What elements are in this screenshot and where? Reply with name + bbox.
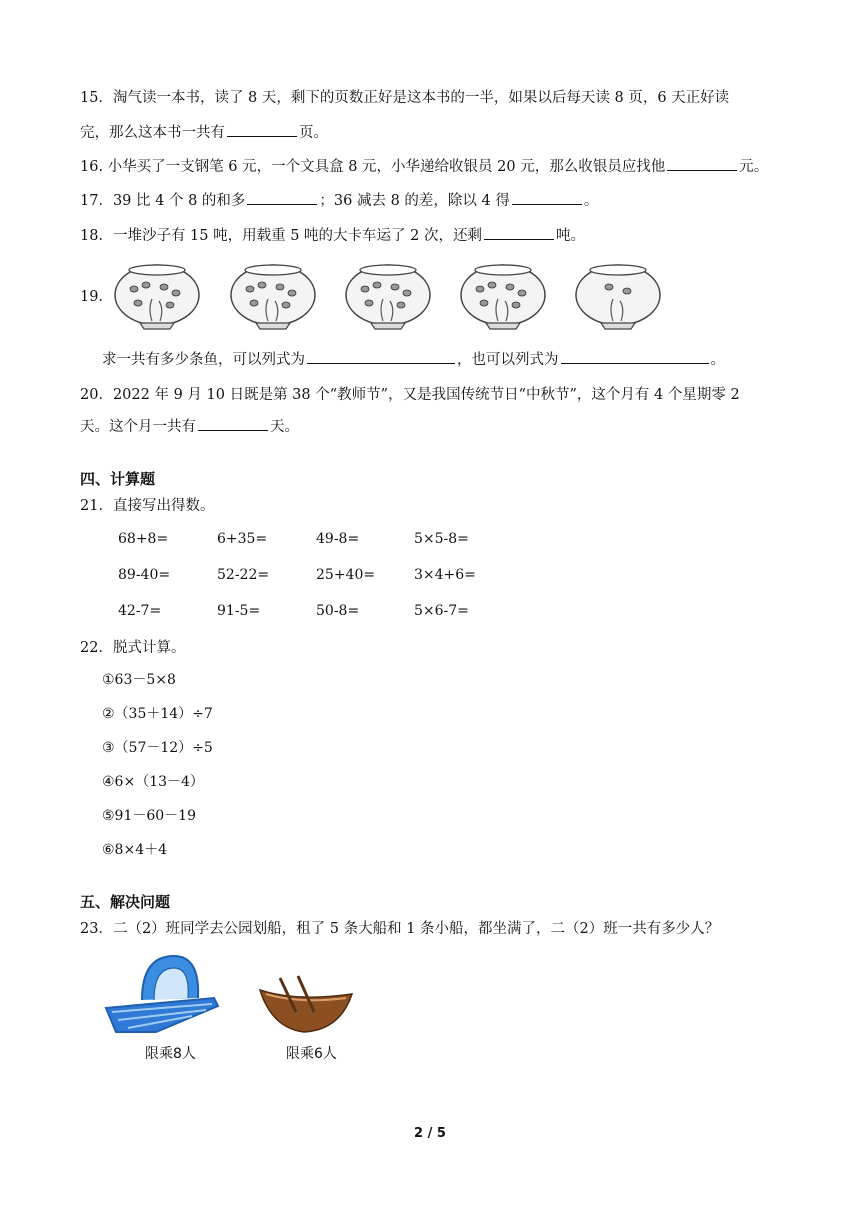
section-heading: 五、解决问题 xyxy=(80,893,171,911)
question-17: 17．39 比 4 个 8 的和多 ；36 减去 8 的差，除以 4 得 。 xyxy=(80,190,598,211)
fishbowl-icon xyxy=(458,261,548,331)
calc-item: 3×4+6= xyxy=(414,567,476,583)
section-heading: 四、计算题 xyxy=(80,470,156,488)
small-boat-icon xyxy=(256,972,356,1036)
calc-item: 49-8= xyxy=(316,531,360,547)
question-22-title: 22．脱式计算。 xyxy=(80,640,186,656)
calc-item: 89-40= xyxy=(118,567,171,583)
question-16: 16. 小华买了一支钢笔 6 元，一个文具盒 8 元，小华递给收银员 20 元，那么收银员应找他 元。 xyxy=(80,156,768,177)
fishbowl-icon xyxy=(112,261,202,331)
question-21-title: 21．直接写出得数。 xyxy=(80,498,215,514)
calc-item: 52-22= xyxy=(217,567,270,583)
calc-item: 6+35= xyxy=(217,531,268,547)
question-19-number: 19． xyxy=(80,289,113,305)
answer-blank[interactable] xyxy=(667,156,737,171)
q15-line1: 15．淘气读一本书，读了 8 天，剩下的页数正好是这本书的一半，如果以后每天读 8 页，6 天正好读 xyxy=(80,90,730,106)
answer-blank[interactable] xyxy=(561,349,709,364)
calc-item: 50-8= xyxy=(316,603,360,619)
question-19-text: 求一共有多少条鱼，可以列式为 ，也可以列式为 。 xyxy=(102,349,725,370)
calc-item: 25+40= xyxy=(316,567,376,583)
calc-item: 68+8= xyxy=(118,531,169,547)
step-item: ⑥8×4＋4 xyxy=(102,842,168,858)
calc-item: 5×5-8= xyxy=(414,531,469,547)
fishbowl-icon xyxy=(343,261,433,331)
calc-item: 42-7= xyxy=(118,603,162,619)
answer-blank[interactable] xyxy=(307,349,455,364)
question-20-line2: 天。这个月一共有 天。 xyxy=(80,416,299,437)
big-boat-label: 限乘8人 xyxy=(145,1046,196,1062)
question-23-text: 23．二（2）班同学去公园划船，租了 5 条大船和 1 条小船，都坐满了，二（2）班一共有多少人？ xyxy=(80,921,720,937)
step-item: ④6×（13－4） xyxy=(102,774,204,790)
fishbowl-icon xyxy=(573,261,663,331)
big-boat-icon xyxy=(102,950,224,1038)
answer-blank[interactable] xyxy=(198,416,268,431)
q15-line2: 完，那么这本书一共有 页。 xyxy=(80,122,328,143)
step-item: ③（57－12）÷5 xyxy=(102,740,213,756)
step-item: ②（35＋14）÷7 xyxy=(102,706,213,722)
question-20-line1: 20．2022 年 9 月 10 日既是第 38 个“教师节”，又是我国传统节日“中秋节”，这个月有 4 个星期零 2 xyxy=(80,387,740,403)
answer-blank[interactable] xyxy=(227,122,297,137)
step-item: ①63－5×8 xyxy=(102,672,176,688)
answer-blank[interactable] xyxy=(247,190,317,205)
step-item: ⑤91－60－19 xyxy=(102,808,196,824)
answer-blank[interactable] xyxy=(512,190,582,205)
question-15 xyxy=(80,88,729,108)
question-18: 18．一堆沙子有 15 吨，用载重 5 吨的大卡车运了 2 次，还剩 吨。 xyxy=(80,225,585,246)
fishbowl-icon xyxy=(228,261,318,331)
small-boat-label: 限乘6人 xyxy=(286,1046,337,1062)
calc-item: 91-5= xyxy=(217,603,261,619)
answer-blank[interactable] xyxy=(484,225,554,240)
page-number: 2 / 5 xyxy=(414,1126,446,1141)
calc-item: 5×6-7= xyxy=(414,603,469,619)
